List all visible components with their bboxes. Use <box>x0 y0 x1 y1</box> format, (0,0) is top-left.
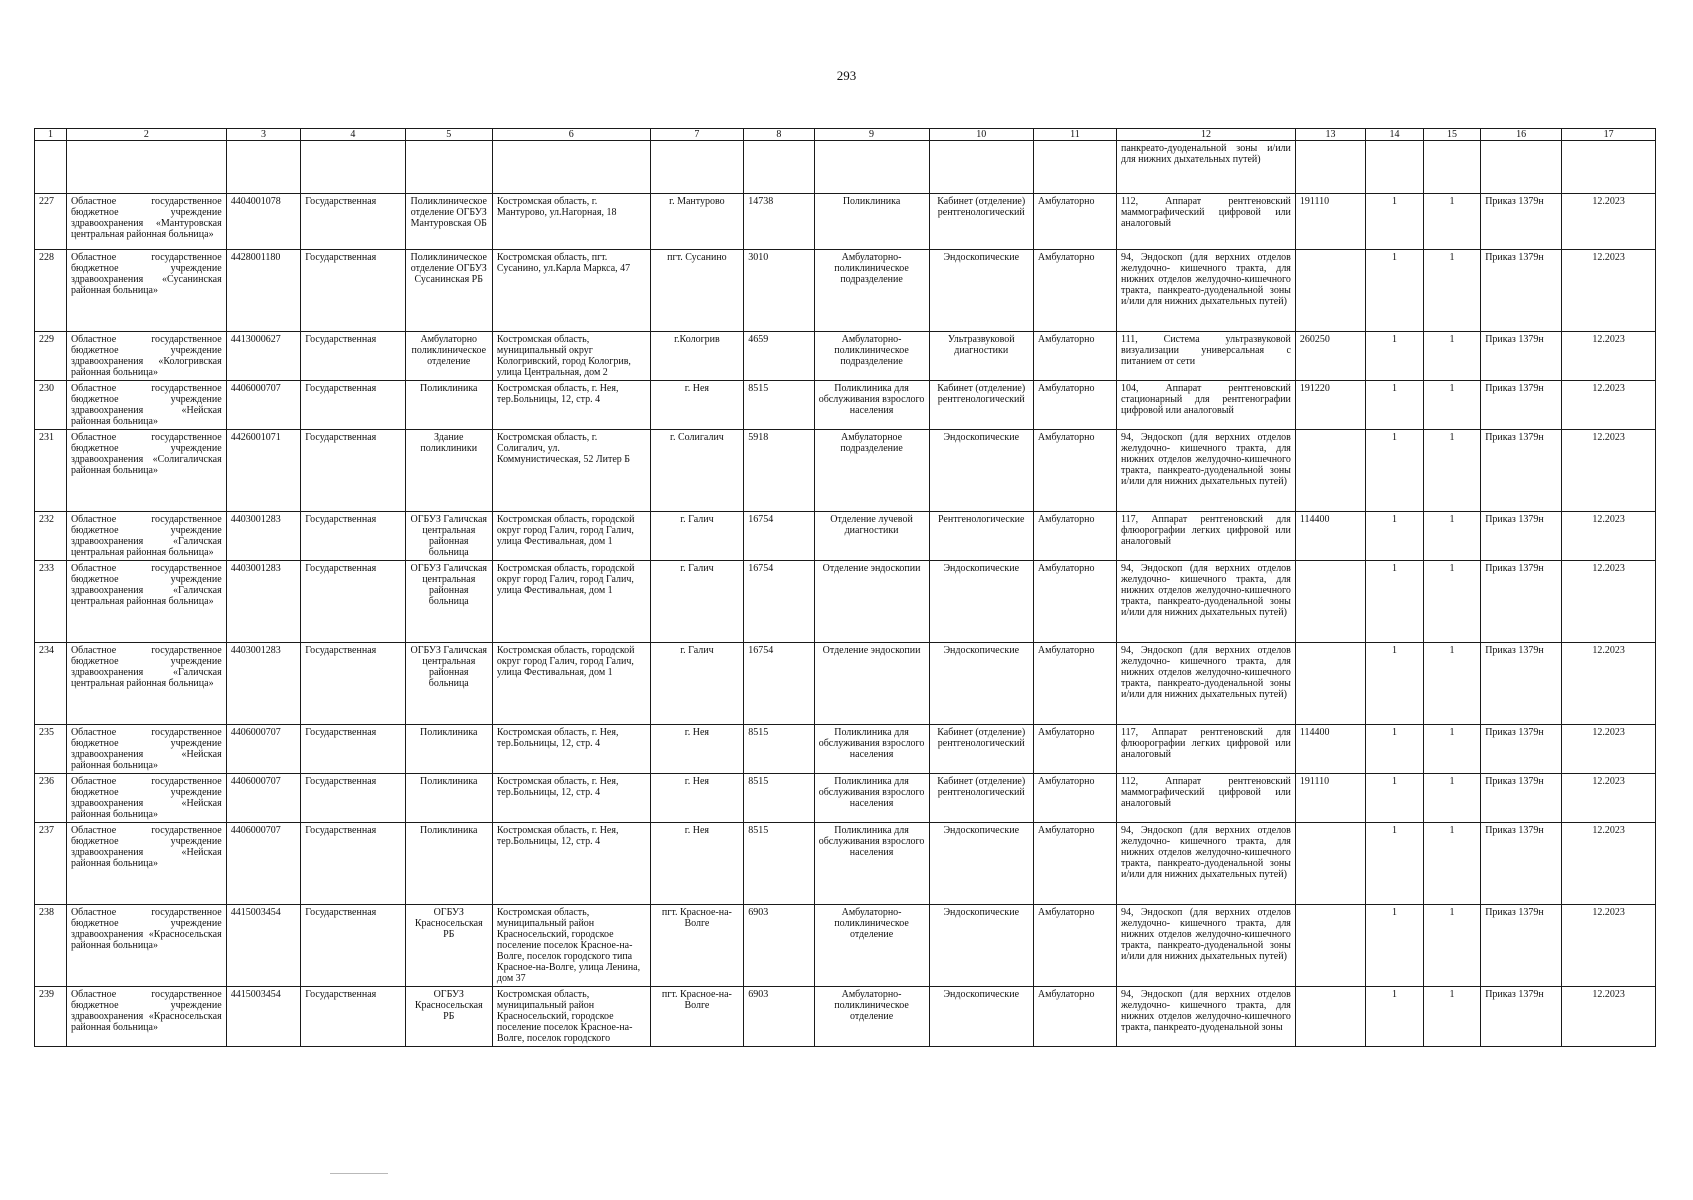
table-cell-col-8: 8515 <box>744 823 814 905</box>
table-cell-col-12: 117, Аппарат рентгеновский для флюорографии легких цифровой или аналоговый <box>1116 725 1295 774</box>
table-cell-col-17: 12.2023 <box>1562 774 1656 823</box>
table-cell-col-7: г. Нея <box>650 774 744 823</box>
table-cell-col-14: 1 <box>1366 643 1424 725</box>
table-cell-col-10: Рентгенологические <box>929 512 1033 561</box>
table-row <box>35 774 1656 823</box>
table-cell-col-11: Амбулаторно <box>1033 332 1116 381</box>
table-cell-col-4: Государственная <box>301 332 405 381</box>
table-cell-col-14: 1 <box>1366 987 1424 1047</box>
table-cell-col-10: Кабинет (отделение) рентгенологический <box>929 381 1033 430</box>
table-cell-col-13 <box>1295 250 1365 332</box>
table-cell-col-12: 117, Аппарат рентгеновский для флюорографии легких цифровой или аналоговый <box>1116 512 1295 561</box>
table-cell-col-9: Отделение эндоскопии <box>814 643 929 725</box>
table-cell-col-15: 1 <box>1423 512 1481 561</box>
table-cell-col-4: Государственная <box>301 987 405 1047</box>
col-header-4: 4 <box>301 129 405 141</box>
table-cell-col-11: Амбулаторно <box>1033 512 1116 561</box>
table-cell-col-2: Областное государственное бюджетное учреждение здравоохранения «Кологривская районная больница» <box>66 332 226 381</box>
table-cell-col-15: 1 <box>1423 332 1481 381</box>
table-cell-col-3: 4413000627 <box>226 332 301 381</box>
table-cell-col-12: 94, Эндоскоп (для верхних отделов желудочно- кишечного тракта, для нижних отделов желудочно-кишечного тракта, панкреато-дуоденальной зоны и/или для нижних дыхательных путей) <box>1116 823 1295 905</box>
table-cell-col-7: г. Галич <box>650 512 744 561</box>
table-cell-col-17: 12.2023 <box>1562 823 1656 905</box>
table-cell-col-3: 4404001078 <box>226 194 301 250</box>
table-cell-col-2: Областное государственное бюджетное учреждение здравоохранения «Галичская центральная районная больница» <box>66 561 226 643</box>
table-cell-col-1: 235 <box>35 725 67 774</box>
table-cell-col-12: 94, Эндоскоп (для верхних отделов желудочно- кишечного тракта, для нижних отделов желудочно-кишечного тракта, панкреато-дуоденальной зоны и/или для нижних дыхательных путей) <box>1116 250 1295 332</box>
table-cell-col-11: Амбулаторно <box>1033 430 1116 512</box>
table-cell-col-8: 4659 <box>744 332 814 381</box>
table-row <box>35 430 1656 512</box>
table-cell-col-12: 94, Эндоскоп (для верхних отделов желудочно- кишечного тракта, для нижних отделов желудочно-кишечного тракта, панкреато-дуоденальной зоны и/или для нижних дыхательных путей) <box>1116 430 1295 512</box>
table-cell-col-7: г. Нея <box>650 823 744 905</box>
table-cell-col-10: Эндоскопические <box>929 905 1033 987</box>
table-cell-col-1: 234 <box>35 643 67 725</box>
table-cell-col-17: 12.2023 <box>1562 332 1656 381</box>
table-cell-col-10: Эндоскопические <box>929 823 1033 905</box>
table-cell-col-15: 1 <box>1423 194 1481 250</box>
table-cell-col-2 <box>66 141 226 194</box>
page-number: 293 <box>836 68 857 83</box>
table-cell-col-17: 12.2023 <box>1562 194 1656 250</box>
table-cell-col-4: Государственная <box>301 643 405 725</box>
table-cell-col-6: Костромская область, г. Солигалич, ул. Коммунистическая, 52 Литер Б <box>492 430 650 512</box>
table-cell-col-13: 260250 <box>1295 332 1365 381</box>
table-cell-col-1: 238 <box>35 905 67 987</box>
table-cell-col-4: Государственная <box>301 561 405 643</box>
table-cell-col-6: Костромская область, муниципальный район Красносельский, городское поселение поселок Красное-на-Волге, поселок городского типа Красное-на-Волге, улица Ленина, дом 37 <box>492 905 650 987</box>
table-row <box>35 381 1656 430</box>
table-cell-col-9: Поликлиника для обслуживания взрослого населения <box>814 725 929 774</box>
table-cell-col-6: Костромская область, г. Мантурово, ул.Нагорная, 18 <box>492 194 650 250</box>
table-cell-col-3: 4403001283 <box>226 561 301 643</box>
table-cell-col-4: Государственная <box>301 905 405 987</box>
col-header-10: 10 <box>929 129 1033 141</box>
table-cell-col-11: Амбулаторно <box>1033 250 1116 332</box>
table-cell-col-3: 4403001283 <box>226 643 301 725</box>
table-cell-col-2: Областное государственное бюджетное учреждение здравоохранения «Нейская районная больница» <box>66 725 226 774</box>
table-cell-col-12: 94, Эндоскоп (для верхних отделов желудочно- кишечного тракта, для нижних отделов желудочно-кишечного тракта, панкреато-дуоденальной зоны и/или для нижних дыхательных путей) <box>1116 561 1295 643</box>
table-cell-col-10: Эндоскопические <box>929 643 1033 725</box>
table-cell-col-14: 1 <box>1366 512 1424 561</box>
col-header-13: 13 <box>1295 129 1365 141</box>
table-cell-col-9: Поликлиника <box>814 194 929 250</box>
table-cell-col-12: 94, Эндоскоп (для верхних отделов желудочно- кишечного тракта, для нижних отделов желудочно-кишечного тракта, панкреато-дуоденальной зоны и/или для нижних дыхательных путей) <box>1116 905 1295 987</box>
table-cell-col-2: Областное государственное бюджетное учреждение здравоохранения «Красносельская районная больница» <box>66 905 226 987</box>
table-cell-col-1: 227 <box>35 194 67 250</box>
table-cell-col-3: 4415003454 <box>226 987 301 1047</box>
table-cell-col-7: г. Мантурово <box>650 194 744 250</box>
table-cell-col-1 <box>35 141 67 194</box>
table-cell-col-7: г. Галич <box>650 561 744 643</box>
table-cell-col-3: 4406000707 <box>226 823 301 905</box>
header-row <box>35 129 1656 141</box>
table-cell-col-13 <box>1295 905 1365 987</box>
table-cell-col-4: Государственная <box>301 512 405 561</box>
col-header-11: 11 <box>1033 129 1116 141</box>
table-cell-col-9: Амбулаторно-поликлиническое подразделение <box>814 250 929 332</box>
table-cell-col-16: Приказ 1379н <box>1481 381 1562 430</box>
table-cell-col-9: Поликлиника для обслуживания взрослого населения <box>814 381 929 430</box>
table-cell-col-3: 4406000707 <box>226 725 301 774</box>
table-cell-col-15: 1 <box>1423 774 1481 823</box>
table-cell-col-7: г. Нея <box>650 725 744 774</box>
table-cell-col-13 <box>1295 430 1365 512</box>
table-cell-col-8: 6903 <box>744 905 814 987</box>
table-cell-col-5: Здание поликлиники <box>405 430 492 512</box>
table-cell-col-7: пгт. Красное-на-Волге <box>650 905 744 987</box>
table-cell-col-2: Областное государственное бюджетное учреждение здравоохранения «Нейская районная больница» <box>66 823 226 905</box>
table-cell-col-12: 104, Аппарат рентгеновский стационарный для рентгенографии цифровой или аналоговый <box>1116 381 1295 430</box>
table-cell-col-16: Приказ 1379н <box>1481 332 1562 381</box>
table-cell-col-5 <box>405 141 492 194</box>
table-cell-col-8: 8515 <box>744 381 814 430</box>
table-row <box>35 561 1656 643</box>
table-cell-col-3: 4406000707 <box>226 774 301 823</box>
table-cell-col-8: 14738 <box>744 194 814 250</box>
table-cell-col-10: Эндоскопические <box>929 987 1033 1047</box>
table-cell-col-3: 4415003454 <box>226 905 301 987</box>
table-cell-col-16: Приказ 1379н <box>1481 512 1562 561</box>
table-cell-col-10: Эндоскопические <box>929 430 1033 512</box>
table-cell-col-16: Приказ 1379н <box>1481 987 1562 1047</box>
table-cell-col-11: Амбулаторно <box>1033 643 1116 725</box>
table-cell-col-15: 1 <box>1423 561 1481 643</box>
table-body <box>35 141 1656 1047</box>
table-cell-col-13: 191110 <box>1295 774 1365 823</box>
table-cell-col-16 <box>1481 141 1562 194</box>
table-cell-col-12: 112, Аппарат рентгеновский маммографический цифровой или аналоговый <box>1116 774 1295 823</box>
table-cell-col-16: Приказ 1379н <box>1481 194 1562 250</box>
table-cell-col-10: Кабинет (отделение) рентгенологический <box>929 194 1033 250</box>
table-row <box>35 905 1656 987</box>
table-cell-col-17: 12.2023 <box>1562 430 1656 512</box>
table-cell-col-5: Амбулаторно поликлиническое отделение <box>405 332 492 381</box>
table-cell-col-13 <box>1295 823 1365 905</box>
table-row <box>35 512 1656 561</box>
table-cell-col-8: 16754 <box>744 512 814 561</box>
table-row <box>35 823 1656 905</box>
col-header-17: 17 <box>1562 129 1656 141</box>
table-cell-col-1: 232 <box>35 512 67 561</box>
col-header-6: 6 <box>492 129 650 141</box>
table-cell-col-6: Костромская область, городской округ город Галич, город Галич, улица Фестивальная, дом 1 <box>492 643 650 725</box>
table-cell-col-6 <box>492 141 650 194</box>
table-cell-col-15: 1 <box>1423 643 1481 725</box>
table-cell-col-7 <box>650 141 744 194</box>
table-cell-col-15: 1 <box>1423 250 1481 332</box>
table-cell-col-9: Амбулаторное подразделение <box>814 430 929 512</box>
table-cell-col-17: 12.2023 <box>1562 512 1656 561</box>
table-row <box>35 250 1656 332</box>
table-cell-col-14: 1 <box>1366 332 1424 381</box>
table-cell-col-17: 12.2023 <box>1562 643 1656 725</box>
table-cell-col-2: Областное государственное бюджетное учреждение здравоохранения «Солигаличская районная больница» <box>66 430 226 512</box>
table-cell-col-3: 4426001071 <box>226 430 301 512</box>
table-cell-col-6: Костромская область, г. Нея, тер.Больницы, 12, стр. 4 <box>492 725 650 774</box>
table-cell-col-1: 236 <box>35 774 67 823</box>
table-cell-col-5: Поликлиническое отделение ОГБУЗ Сусанинская РБ <box>405 250 492 332</box>
table-cell-col-14: 1 <box>1366 823 1424 905</box>
table-cell-col-9: Отделение лучевой диагностики <box>814 512 929 561</box>
table-cell-col-1: 239 <box>35 987 67 1047</box>
table-cell-col-8: 3010 <box>744 250 814 332</box>
table-cell-col-2: Областное государственное бюджетное учреждение здравоохранения «Галичская центральная районная больница» <box>66 512 226 561</box>
table-cell-col-15: 1 <box>1423 430 1481 512</box>
table-cell-col-2: Областное государственное бюджетное учреждение здравоохранения «Сусанинская районная больница» <box>66 250 226 332</box>
table-cell-col-11: Амбулаторно <box>1033 823 1116 905</box>
table-cell-col-2: Областное государственное бюджетное учреждение здравоохранения «Мантуровская центральная районная больница» <box>66 194 226 250</box>
table-cell-col-5: ОГБУЗ Галичская центральная районная больница <box>405 561 492 643</box>
table-cell-col-15: 1 <box>1423 823 1481 905</box>
scan-mark <box>330 1173 388 1174</box>
table-cell-col-5: Поликлиническое отделение ОГБУЗ Мантуровская ОБ <box>405 194 492 250</box>
table-cell-col-15 <box>1423 141 1481 194</box>
table-cell-col-13: 114400 <box>1295 512 1365 561</box>
table-cell-col-9: Амбулаторно-поликлиническое отделение <box>814 987 929 1047</box>
table-cell-col-17: 12.2023 <box>1562 561 1656 643</box>
table-cell-col-14: 1 <box>1366 725 1424 774</box>
table-cell-col-7: г.Кологрив <box>650 332 744 381</box>
col-header-8: 8 <box>744 129 814 141</box>
table-cell-col-17: 12.2023 <box>1562 987 1656 1047</box>
table-row <box>35 194 1656 250</box>
table-cell-col-2: Областное государственное бюджетное учреждение здравоохранения «Нейская районная больница» <box>66 774 226 823</box>
table-cell-col-11: Амбулаторно <box>1033 725 1116 774</box>
table-cell-col-9: Амбулаторно-поликлиническое подразделение <box>814 332 929 381</box>
table-cell-col-6: Костромская область, г. Нея, тер.Больницы, 12, стр. 4 <box>492 823 650 905</box>
table-cell-col-1: 233 <box>35 561 67 643</box>
table-row <box>35 643 1656 725</box>
table-cell-col-14: 1 <box>1366 774 1424 823</box>
table-cell-col-2: Областное государственное бюджетное учреждение здравоохранения «Красносельская районная больница» <box>66 987 226 1047</box>
table-cell-col-5: ОГБУЗ Красносельская РБ <box>405 905 492 987</box>
table-cell-col-10: Кабинет (отделение) рентгенологический <box>929 774 1033 823</box>
table-cell-col-12: 94, Эндоскоп (для верхних отделов желудочно- кишечного тракта, для нижних отделов желудочно-кишечного тракта, панкреато-дуоденальной зоны и/или для нижних дыхательных путей) <box>1116 643 1295 725</box>
table-cell-col-6: Костромская область, г. Нея, тер.Больницы, 12, стр. 4 <box>492 774 650 823</box>
table-cell-col-17: 12.2023 <box>1562 250 1656 332</box>
table-cell-col-1: 228 <box>35 250 67 332</box>
table-cell-col-16: Приказ 1379н <box>1481 823 1562 905</box>
table-cell-col-11: Амбулаторно <box>1033 194 1116 250</box>
table-cell-col-14: 1 <box>1366 561 1424 643</box>
table-cell-col-8 <box>744 141 814 194</box>
table-cell-col-6: Костромская область, г. Нея, тер.Больницы, 12, стр. 4 <box>492 381 650 430</box>
table-cell-col-17: 12.2023 <box>1562 905 1656 987</box>
table-cell-col-2: Областное государственное бюджетное учреждение здравоохранения «Нейская районная больница» <box>66 381 226 430</box>
table-cell-col-4 <box>301 141 405 194</box>
table-cell-col-13: 191220 <box>1295 381 1365 430</box>
table-cell-col-2: Областное государственное бюджетное учреждение здравоохранения «Галичская центральная районная больница» <box>66 643 226 725</box>
table-cell-col-8: 16754 <box>744 643 814 725</box>
table-cell-col-1: 230 <box>35 381 67 430</box>
table-cell-col-4: Государственная <box>301 381 405 430</box>
table-cell-col-12: 112, Аппарат рентгеновский маммографический цифровой или аналоговый <box>1116 194 1295 250</box>
table-cell-col-5: Поликлиника <box>405 381 492 430</box>
table-cell-col-14: 1 <box>1366 250 1424 332</box>
table-cell-col-5: Поликлиника <box>405 725 492 774</box>
col-header-12: 12 <box>1116 129 1295 141</box>
table-cell-col-8: 8515 <box>744 774 814 823</box>
col-header-2: 2 <box>66 129 226 141</box>
table-row <box>35 332 1656 381</box>
table-cell-col-13 <box>1295 987 1365 1047</box>
table-cell-col-7: г. Галич <box>650 643 744 725</box>
col-header-7: 7 <box>650 129 744 141</box>
table-cell-col-16: Приказ 1379н <box>1481 774 1562 823</box>
table-cell-col-9: Амбулаторно-поликлиническое отделение <box>814 905 929 987</box>
table-cell-col-10: Кабинет (отделение) рентгенологический <box>929 725 1033 774</box>
table-cell-col-16: Приказ 1379н <box>1481 905 1562 987</box>
table-cell-col-14: 1 <box>1366 381 1424 430</box>
table-cell-col-11: Амбулаторно <box>1033 987 1116 1047</box>
table-cell-col-9: Отделение эндоскопии <box>814 561 929 643</box>
table-cell-col-8: 5918 <box>744 430 814 512</box>
table-cell-col-12: 111, Система ультразвуковой визуализации универсальная с питанием от сети <box>1116 332 1295 381</box>
col-header-5: 5 <box>405 129 492 141</box>
table-cell-col-6: Костромская область, городской округ город Галич, город Галич, улица Фестивальная, дом 1 <box>492 512 650 561</box>
table-cell-col-7: г. Нея <box>650 381 744 430</box>
table-cell-col-4: Государственная <box>301 823 405 905</box>
table-cell-col-7: пгт. Сусанино <box>650 250 744 332</box>
table-cell-col-17: 12.2023 <box>1562 381 1656 430</box>
table-cell-col-7: г. Солигалич <box>650 430 744 512</box>
table-cell-col-4: Государственная <box>301 250 405 332</box>
table-cell-col-11: Амбулаторно <box>1033 774 1116 823</box>
table-cell-col-11: Амбулаторно <box>1033 905 1116 987</box>
table-cell-col-7: пгт. Красное-на-Волге <box>650 987 744 1047</box>
table-cell-col-13: 114400 <box>1295 725 1365 774</box>
table-cell-col-17: 12.2023 <box>1562 725 1656 774</box>
table-cell-col-14: 1 <box>1366 430 1424 512</box>
table-cell-col-4: Государственная <box>301 725 405 774</box>
table-cell-col-12: 94, Эндоскоп (для верхних отделов желудочно- кишечного тракта, для нижних отделов желудочно-кишечного тракта, панкреато-дуоденальной зоны <box>1116 987 1295 1047</box>
table-cell-col-11: Амбулаторно <box>1033 381 1116 430</box>
table-cell-col-12: панкреато-дуоденальной зоны и/или для нижних дыхательных путей) <box>1116 141 1295 194</box>
col-header-1: 1 <box>35 129 67 141</box>
table-cell-col-15: 1 <box>1423 381 1481 430</box>
table-cell-col-11 <box>1033 141 1116 194</box>
table-cell-col-3: 4403001283 <box>226 512 301 561</box>
table-cell-col-14: 1 <box>1366 905 1424 987</box>
table-cell-col-16: Приказ 1379н <box>1481 725 1562 774</box>
table-cell-col-9: Поликлиника для обслуживания взрослого населения <box>814 823 929 905</box>
table-cell-col-1: 237 <box>35 823 67 905</box>
table-cell-col-8: 6903 <box>744 987 814 1047</box>
table-cell-col-3: 4406000707 <box>226 381 301 430</box>
table-cell-col-10: Ультразвуковой диагностики <box>929 332 1033 381</box>
col-header-3: 3 <box>226 129 301 141</box>
table-cell-col-15: 1 <box>1423 987 1481 1047</box>
table-cell-col-13: 191110 <box>1295 194 1365 250</box>
table-cell-col-15: 1 <box>1423 725 1481 774</box>
table-cell-col-17 <box>1562 141 1656 194</box>
col-header-15: 15 <box>1423 129 1481 141</box>
table-cell-col-1: 231 <box>35 430 67 512</box>
table-row <box>35 987 1656 1047</box>
table-cell-col-8: 8515 <box>744 725 814 774</box>
table-cell-col-6: Костромская область, городской округ город Галич, город Галич, улица Фестивальная, дом 1 <box>492 561 650 643</box>
col-header-9: 9 <box>814 129 929 141</box>
table-cell-col-10: Эндоскопические <box>929 250 1033 332</box>
table-cell-col-1: 229 <box>35 332 67 381</box>
table-cell-col-13 <box>1295 643 1365 725</box>
table-cell-col-14: 1 <box>1366 194 1424 250</box>
table-row <box>35 141 1656 194</box>
table-cell-col-4: Государственная <box>301 774 405 823</box>
table-cell-col-16: Приказ 1379н <box>1481 430 1562 512</box>
table-cell-col-3: 4428001180 <box>226 250 301 332</box>
table-cell-col-9 <box>814 141 929 194</box>
table-cell-col-10: Эндоскопические <box>929 561 1033 643</box>
table-cell-col-10 <box>929 141 1033 194</box>
table-cell-col-4: Государственная <box>301 194 405 250</box>
table-cell-col-6: Костромская область, пгт. Сусанино, ул.Карла Маркса, 47 <box>492 250 650 332</box>
table-cell-col-5: ОГБУЗ Галичская центральная районная больница <box>405 512 492 561</box>
table-cell-col-6: Костромская область, муниципальный округ Кологривский, город Кологрив, улица Центральная, дом 2 <box>492 332 650 381</box>
table-cell-col-3 <box>226 141 301 194</box>
table-cell-col-5: Поликлиника <box>405 774 492 823</box>
table-cell-col-13 <box>1295 561 1365 643</box>
table-row <box>35 725 1656 774</box>
table-cell-col-6: Костромская область, муниципальный район Красносельский, городское поселение поселок Красное-на-Волге, поселок городского <box>492 987 650 1047</box>
table-cell-col-9: Поликлиника для обслуживания взрослого населения <box>814 774 929 823</box>
table-cell-col-16: Приказ 1379н <box>1481 643 1562 725</box>
table-cell-col-16: Приказ 1379н <box>1481 561 1562 643</box>
table-cell-col-16: Приказ 1379н <box>1481 250 1562 332</box>
table-cell-col-4: Государственная <box>301 430 405 512</box>
table-cell-col-14 <box>1366 141 1424 194</box>
table-cell-col-11: Амбулаторно <box>1033 561 1116 643</box>
table-cell-col-5: ОГБУЗ Красносельская РБ <box>405 987 492 1047</box>
table-cell-col-5: ОГБУЗ Галичская центральная районная больница <box>405 643 492 725</box>
col-header-16: 16 <box>1481 129 1562 141</box>
col-header-14: 14 <box>1366 129 1424 141</box>
table-cell-col-15: 1 <box>1423 905 1481 987</box>
register-table <box>34 128 1656 1047</box>
table-cell-col-13 <box>1295 141 1365 194</box>
table-cell-col-5: Поликлиника <box>405 823 492 905</box>
table-cell-col-8: 16754 <box>744 561 814 643</box>
